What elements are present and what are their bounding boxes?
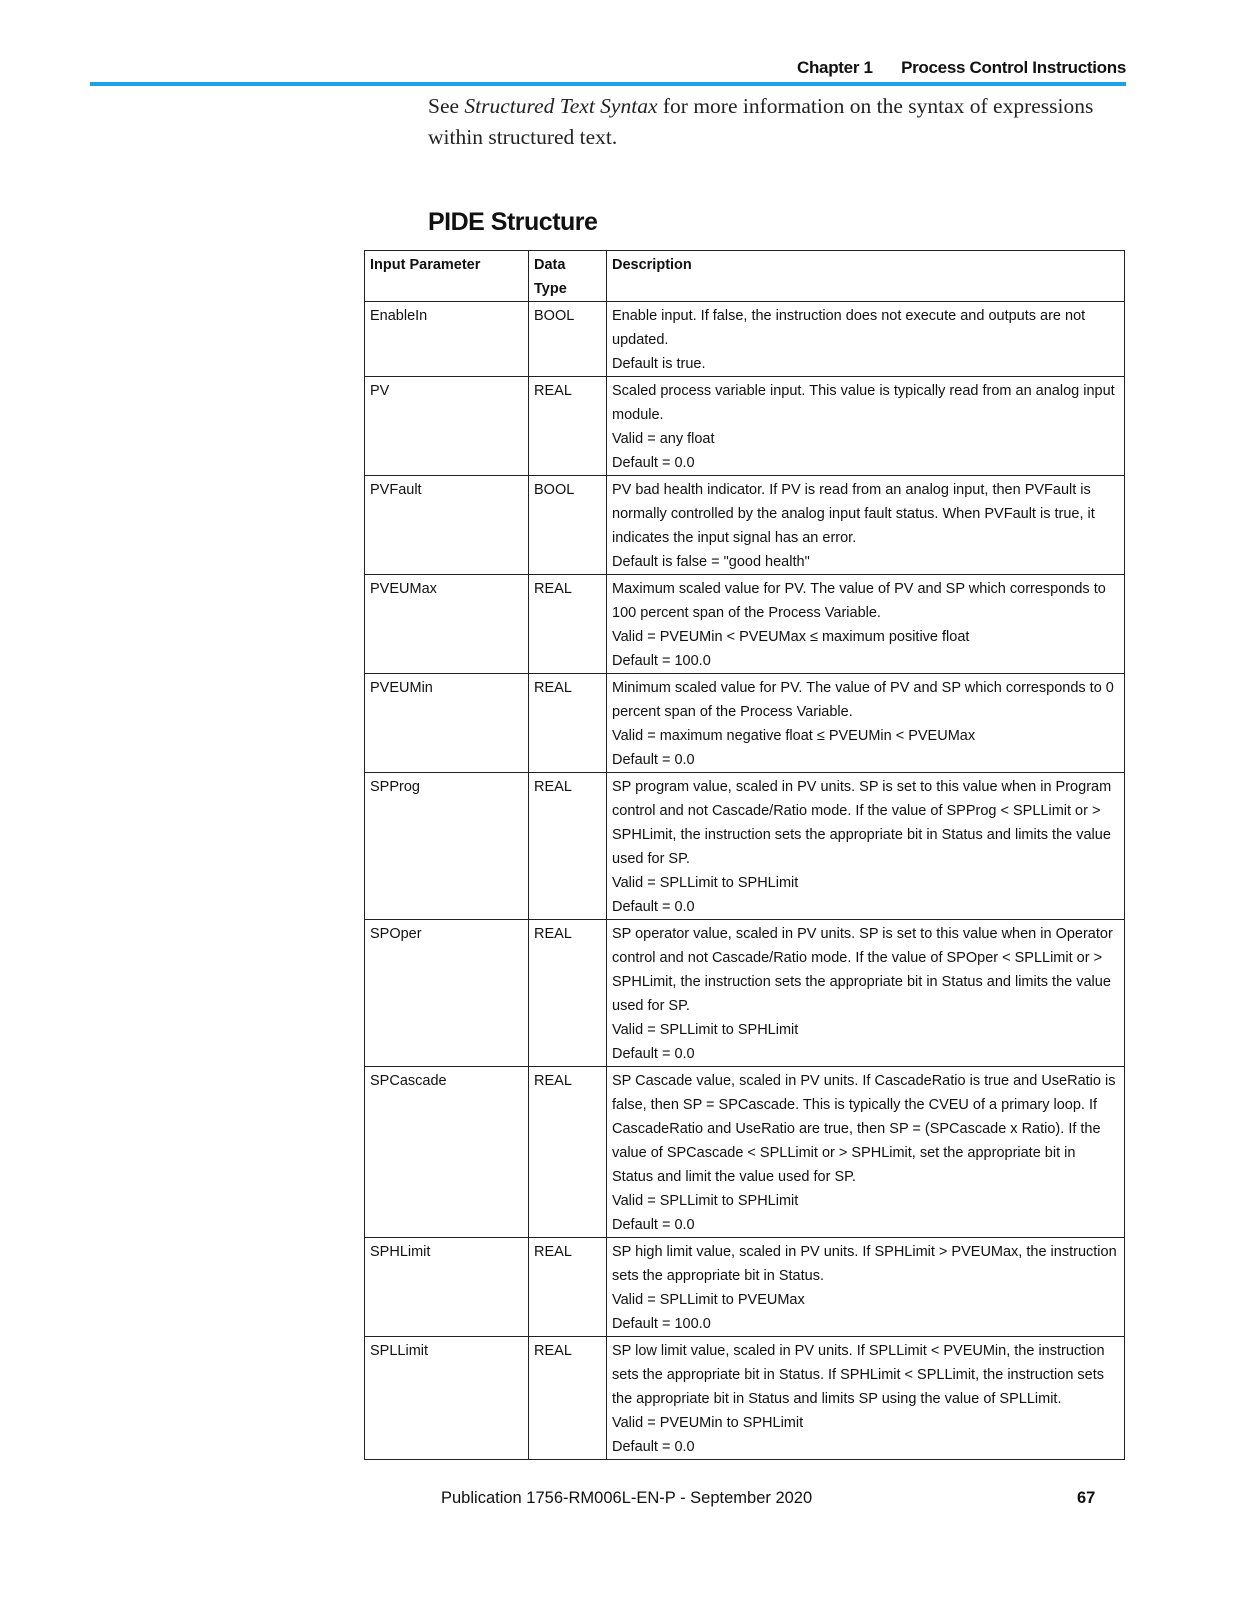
param-name-cell: SPHLimit (365, 1238, 529, 1337)
description-line: Default = 0.0 (612, 1217, 695, 1233)
header-description: Description (607, 251, 1125, 302)
table-row (365, 377, 1125, 476)
data-type-cell: BOOL (529, 476, 607, 575)
description-line: Valid = SPLLimit to SPHLimit (612, 1193, 799, 1209)
chapter-label: Chapter 1 (797, 58, 873, 77)
description-line: Enable input. If false, the instruction does not execute and outputs are not updated. (612, 308, 1086, 348)
data-type-cell: REAL (529, 575, 607, 674)
page-header (90, 58, 1126, 80)
description-line: Default = 0.0 (612, 1046, 695, 1062)
param-name-cell: SPLLimit (365, 1337, 529, 1460)
page-number: 67 (1077, 1489, 1096, 1507)
table-row (365, 575, 1125, 674)
param-name-cell: SPCascade (365, 1067, 529, 1238)
description-cell (607, 302, 1125, 377)
description-line: Minimum scaled value for PV. The value of PV and SP which corresponds to 0 percent span of the Process Variable. (612, 680, 1114, 720)
description-line: Valid = SPLLimit to SPHLimit (612, 1022, 799, 1038)
table-row (365, 1337, 1125, 1460)
description-line: Valid = maximum negative float ≤ PVEUMin < PVEUMax (612, 728, 976, 744)
param-name-cell: PVEUMax (365, 575, 529, 674)
description-line: SP program value, scaled in PV units. SP is set to this value when in Program control and not Cascade/Ratio mode. If the value of SPProg < SPLLimit or > SPHLimit, the instruction sets the appropriate bit in Status and limits the value used for SP. (612, 779, 1112, 867)
description-cell (607, 377, 1125, 476)
description-cell (607, 920, 1125, 1067)
table-row (365, 773, 1125, 920)
param-name-cell: PVFault (365, 476, 529, 575)
data-type-cell: REAL (529, 1238, 607, 1337)
description-cell (607, 476, 1125, 575)
data-type-cell: REAL (529, 674, 607, 773)
table-header-row (365, 251, 1125, 302)
description-cell (607, 575, 1125, 674)
pide-structure-table (364, 250, 1125, 1460)
description-cell (607, 1067, 1125, 1238)
data-type-cell: REAL (529, 773, 607, 920)
param-name-cell: SPOper (365, 920, 529, 1067)
data-type-cell: REAL (529, 377, 607, 476)
description-line: Default = 100.0 (612, 1316, 711, 1332)
description-line: Default is false = "good health" (612, 554, 810, 570)
data-type-cell: REAL (529, 920, 607, 1067)
table-row (365, 1238, 1125, 1337)
description-line: Default = 0.0 (612, 455, 695, 471)
description-line: Maximum scaled value for PV. The value of PV and SP which corresponds to 100 percent span of the Process Variable. (612, 581, 1106, 621)
param-name-cell: PV (365, 377, 529, 476)
intro-prefix: See (428, 94, 465, 118)
param-name-cell: EnableIn (365, 302, 529, 377)
description-line: Valid = PVEUMin to SPHLimit (612, 1415, 804, 1431)
intro-paragraph (428, 91, 1128, 153)
table-row (365, 302, 1125, 377)
section-title: PIDE Structure (428, 208, 598, 236)
data-type-cell: REAL (529, 1337, 607, 1460)
param-name-cell: SPProg (365, 773, 529, 920)
description-cell (607, 1238, 1125, 1337)
table-row (365, 920, 1125, 1067)
table-row (365, 476, 1125, 575)
description-line: SP operator value, scaled in PV units. SP is set to this value when in Operator control and not Cascade/Ratio mode. If the value of SPOper < SPLLimit or > SPHLimit, the instruction sets the appropriate bit in Status and limits the value used for SP. (612, 926, 1113, 1014)
description-line: Default = 0.0 (612, 752, 695, 768)
param-name-cell: PVEUMin (365, 674, 529, 773)
description-line: Valid = PVEUMin < PVEUMax ≤ maximum positive float (612, 629, 970, 645)
description-line: PV bad health indicator. If PV is read from an analog input, then PVFault is normally controlled by the analog input fault status. When PVFault is true, it indicates the input signal has an error. (612, 482, 1095, 546)
description-line: Default = 0.0 (612, 1439, 695, 1455)
description-line: Scaled process variable input. This value is typically read from an analog input module. (612, 383, 1115, 423)
description-line: Default = 100.0 (612, 653, 711, 669)
description-line: Default = 0.0 (612, 899, 695, 915)
chapter-title: Process Control Instructions (901, 58, 1126, 77)
structured-text-syntax-link[interactable]: Structured Text Syntax (464, 94, 658, 118)
description-line: SP low limit value, scaled in PV units. If SPLLimit < PVEUMin, the instruction sets the appropriate bit in Status. If SPHLimit < SPLLimit, the instruction sets the appropriate bit in Status and limits SP using the value of SPLLimit. (612, 1343, 1105, 1407)
header-input-parameter: Input Parameter (365, 251, 529, 302)
header-data-type: Data Type (529, 251, 607, 302)
description-cell (607, 674, 1125, 773)
data-type-cell: REAL (529, 1067, 607, 1238)
data-type-cell: BOOL (529, 302, 607, 377)
description-line: Valid = SPLLimit to SPHLimit (612, 875, 799, 891)
publication-info: Publication 1756-RM006L-EN-P - September 2020 (441, 1489, 813, 1507)
intro-suffix: for more information on the syntax of expressions within structured text. (428, 94, 1094, 149)
description-cell (607, 1337, 1125, 1460)
description-line: SP high limit value, scaled in PV units. If SPHLimit > PVEUMax, the instruction sets the appropriate bit in Status. (612, 1244, 1117, 1284)
description-line: Default is true. (612, 356, 706, 372)
description-line: Valid = any float (612, 431, 715, 447)
table-row (365, 1067, 1125, 1238)
description-cell (607, 773, 1125, 920)
table-body (365, 302, 1125, 1460)
header-rule (90, 82, 1126, 86)
description-line: SP Cascade value, scaled in PV units. If CascadeRatio is true and UseRatio is false, then SP = SPCascade. This is typically the CVEU of a primary loop. If CascadeRatio and UseRatio are true, then SP = (SPCascade x Ratio). If the value of SPCascade < SPLLimit or > SPHLimit, set the appropriate bit in Status and limit the value used for SP. (612, 1073, 1116, 1185)
description-line: Valid = SPLLimit to PVEUMax (612, 1292, 805, 1308)
table-row (365, 674, 1125, 773)
